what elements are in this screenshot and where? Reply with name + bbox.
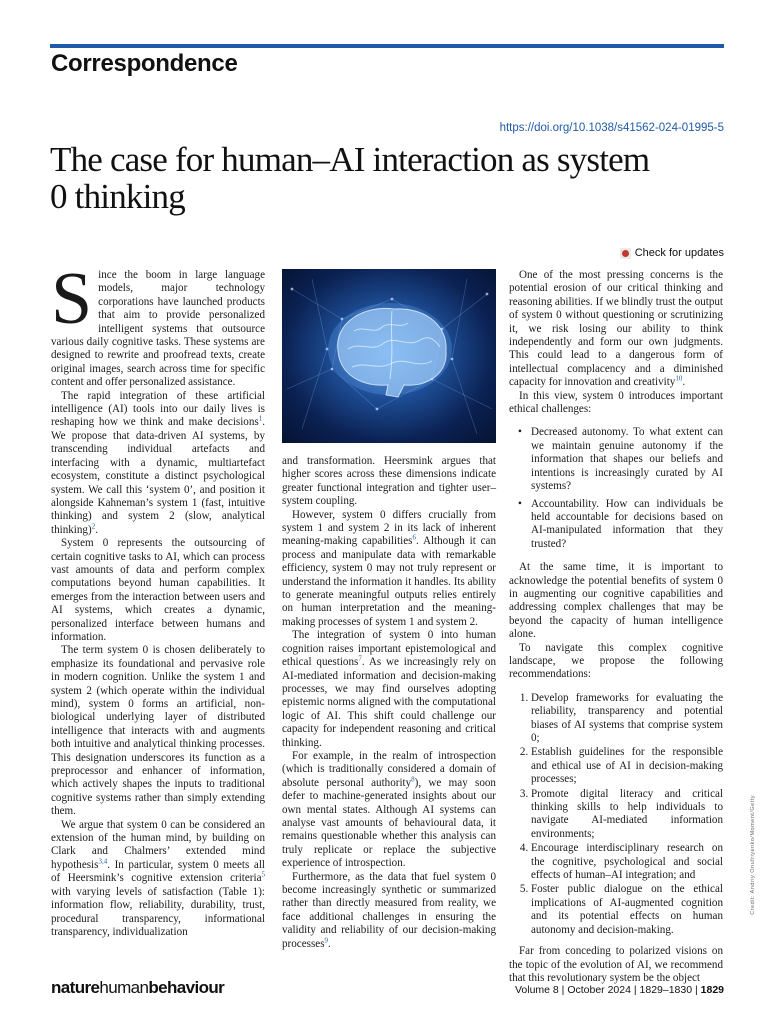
paragraph: Furthermore, as the data that fuel system 0 become increasingly synthetic or summarized rather than directly measured from reality, we face additional challenges in ensuring the validity and reliability of our decision-making processes$^9$. — [282, 870, 496, 950]
column-3 — [509, 269, 723, 985]
paragraph: At the same time, it is important to acknowledge the potential benefits of system 0 in augmenting our cognitive capabilities and addressing complex challenges that may be beyond the capacity of human intelligence alone. — [509, 561, 723, 641]
paragraph: To navigate this complex cognitive landscape, we propose the following recommendations: — [509, 641, 723, 681]
paragraph: We argue that system 0 can be considered an extension of the human mind, by building on Clark and Chalmers’ extended mind hypothesis$^{3,4}$. In particular, system 0 meets all of Heersmink’s cognitive extension criteria$^5$ with varying levels of satisfaction (Table 1): information flow, reliability, durability, trust, procedural transparency, informational transparency, individualization — [51, 818, 265, 938]
issue-info: Volume 8 | October 2024 | 1829–1830 | 1829 — [514, 984, 724, 996]
paragraph: The rapid integration of these artificial intelligence (AI) tools into our daily lives is reshaping how we think and make decisions$^1$. We propose that data-driven AI systems, by transcending individual artefacts and interfacing with a dynamic, multiartefact ecosystem, constitute a distinct psychological system. We call this ‘system 0’, and position it alongside Kahneman’s system 1 (fast, intuitive thinking) and system 2 (slow, analytical thinking)$^2$. — [51, 389, 265, 536]
paragraph: Far from conceding to polarized visions on the topic of the evolution of AI, we recommend that this revolutionary system be the object — [509, 945, 723, 984]
image-credit: Credit: Andriy Onufriyenko/Moment/Getty — [750, 795, 756, 915]
check-for-updates-button[interactable] — [620, 247, 724, 259]
page-number: 1829 — [700, 984, 724, 996]
header-rule — [50, 44, 724, 48]
column-1 — [51, 258, 265, 939]
list-item: 2. Establish guidelines for the responsible and ethical use of AI in decision-making processes; — [531, 746, 723, 786]
check-updates-label: Check for updates — [634, 247, 724, 259]
paragraph: System 0 represents the outsourcing of certain cognitive tasks to AI, which can process vast amounts of data and perform complex computations beyond human capabilities. It emerges from the interaction between users and AI systems, which creates a dynamic, personalized interface between humans and information. — [51, 537, 265, 643]
paragraph: In this view, system 0 introduces important ethical challenges: — [509, 389, 723, 416]
reference-link[interactable]: 5 — [261, 870, 265, 879]
reference-link[interactable]: 1 — [258, 414, 263, 423]
column-2 — [282, 269, 496, 951]
paragraph: One of the most pressing concerns is the potential erosion of our critical thinking and reasoning abilities. If we blindly trust the output of system 0 without questioning or scrutinizing it, we risk losing our ability to think independently and form our own judgments. This could lead to a dangerous form of intellectual complacency and a diminished capacity for innovation and creativity$^{10}$. — [509, 269, 723, 389]
paragraph: Since the boom in large language models, major technology corporations have launched products that aim to provide personalized intelligent systems that outsource various daily cognitive tasks. These systems are designed to rewrite and proofread texts, create original images, search across time for specific content and offer personalized assistance. — [51, 258, 265, 389]
reference-link[interactable]: 8 — [411, 775, 415, 784]
list-item: • Accountability. How can individuals be held accountable for decisions based on AI-manipulated information that they trusted? — [531, 498, 723, 552]
list-item: • Decreased autonomy. To what extent can we maintain genuine autonomy if the information that shapes our beliefs and intentions is increasingly curated by AI systems? — [531, 426, 723, 493]
reference-link[interactable]: 7 — [358, 654, 362, 663]
reference-link[interactable]: 3,4 — [98, 857, 108, 866]
list-item: 1. Develop frameworks for evaluating the reliability, transparency and potential biases of AI systems that comprise system 0; — [531, 692, 723, 746]
section-label: Correspondence — [51, 50, 238, 77]
doi-link[interactable]: https://doi.org/10.1038/s41562-024-01995-5 — [499, 122, 724, 134]
check-updates-icon — [620, 248, 631, 259]
reference-link[interactable]: 9 — [324, 935, 329, 944]
journal-logo[interactable]: naturehumanbehaviour — [51, 978, 225, 997]
brain-network-image — [282, 269, 496, 443]
reference-link[interactable]: 6 — [412, 533, 416, 542]
list-item: 5. Foster public dialogue on the ethical implications of AI-augmented cognition and its potential effects on human autonomy and decision-making. — [531, 883, 723, 937]
paragraph: and transformation. Heersmink argues that higher scores across these dimensions indicate greater functional integration and tighter user–system coupling. — [282, 455, 496, 508]
list-item: 3. Promote digital literacy and critical thinking skills to help individuals to navigate AI-mediated information environments; — [531, 788, 723, 842]
reference-link[interactable]: 10 — [675, 374, 683, 383]
paragraph: For example, in the realm of introspection (which is traditionally considered a domain of absolute personal authority$^8$), we may soon defer to machine-generated insights about our own mental states. Although AI systems can analyse vast amounts of behavioural data, it remains questionable whether this analysis can truly replicate or replace the subjective experience of introspection. — [282, 749, 496, 870]
drop-cap: S — [51, 258, 93, 340]
paragraph: However, system 0 differs crucially from system 1 and system 2 in its lack of inherent meaning-making capabilities$^6$. Although it can process and manipulate data with remarkable efficiency, system 0 may not truly represent or understand the information it handles. Its ability to generate meaningful outputs relies entirely on human interpretation and the meaning-making processes of system 1 and system 2. — [282, 508, 496, 628]
paragraph: The integration of system 0 into human cognition raises important epistemological and ethical questions$^7$. As we increasingly rely on AI-mediated information and decision-making processes, we may find ourselves adopting epistemic norms aligned with the computational logic of AI. This shift could challenge our capacity for independent reasoning and critical thinking. — [282, 629, 497, 749]
brain-illustration — [282, 269, 496, 443]
recommendations-list — [509, 692, 723, 937]
challenges-list — [509, 426, 723, 551]
article-title: The case for human–AI interaction as system 0 thinking — [50, 140, 650, 216]
paragraph: The term system 0 is chosen deliberately to emphasize its foundational and pervasive role in modern cognition. Unlike the system 1 and system 2 (which operate within the individual mind), system 0 forms an artificial, non-biological underlying layer of distributed intelligence that interacts with and augments both intuitive and analytical thinking processes. This designation underscores its function as a preprocessor and enhancer of information, which actively shapes the inputs to traditional cognitive systems rather than simply extending them. — [51, 644, 265, 818]
reference-link[interactable]: 2 — [91, 522, 96, 531]
list-item: 4. Encourage interdisciplinary research on the cognitive, psychological and social effects of human–AI integration; and — [531, 842, 723, 882]
